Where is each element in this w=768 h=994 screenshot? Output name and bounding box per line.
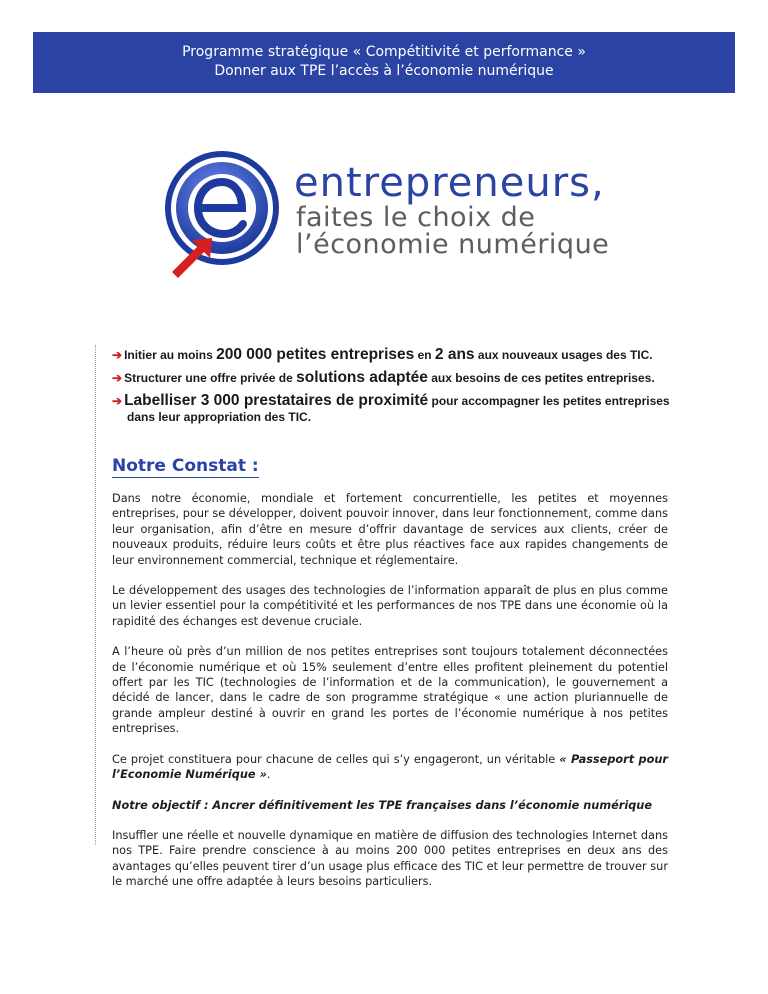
header-banner	[33, 32, 735, 93]
red-arrow-icon: ➔	[112, 348, 123, 362]
paragraph-3: A l’heure où près d’un million de nos petites entreprises sont toujours totalement déconnectées de l’économie numérique et où 15% seulement d’entre elles profitent pleinement du potentiel offert par les TIC (technologies de l’information et de la communication), le gouvernement a décidé de lancer, dans le cadre de son programme stratégique « une action pluriannuelle de grande ampleur destiné à ouvrir en grand les portes de l’économie numérique à nos petites entreprises.	[112, 645, 668, 736]
logo-line-2: faites le choix de	[296, 202, 536, 233]
objective-heading: Notre objectif : Ancrer définitivement les TPE françaises dans l’économie numérique	[112, 798, 653, 812]
red-arrow-icon: ➔	[112, 394, 123, 408]
e-logo-icon	[162, 150, 292, 280]
header-line-2: Donner aux TPE l’accès à l’économie numérique	[214, 63, 554, 79]
paragraph-4: Ce projet constituera pour chacune de celles qui s’y engageront, un véritable « Passeport pour l’Economie Numérique ».	[112, 752, 669, 782]
logo-line-3: l’économie numérique	[296, 229, 610, 260]
red-arrow-icon: ➔	[112, 371, 123, 385]
objectives-list	[112, 347, 672, 432]
paragraph-2: Le développement des usages des technologies de l’information apparaît de plus en plus comme un levier essentiel pour la compétitivité et les performances de nos TPE dans une économie où la rapidité des échanges est devenue cruciale.	[112, 584, 668, 628]
objective-item-1: ➔ Initier au moins 200 000 petites entreprises en 2 ans aux nouveaux usages des TIC.	[112, 346, 653, 363]
header-line-1: Programme stratégique « Compétitivité et performance »	[182, 44, 586, 60]
margin-dotted-rule	[95, 345, 96, 845]
paragraph-1: Dans notre économie, mondiale et fortement concurrentielle, les petites et moyennes entreprises, pour se développer, doivent pouvoir innover, dans leur fonctionnement, comme dans leur organisation, afin d’être en mesure d’offrir davantage de services aux clients, créer de nouveaux produits, réduire leurs coûts et être plus réactives face aux rapides changements de leur environnement commercial, technique et réglementaire.	[112, 492, 668, 567]
objective-item-3: ➔ Labelliser 3 000 prestataires de proximité pour accompagner les petites entreprises dans leur appropriation des TIC.	[112, 392, 670, 424]
objective-item-2: ➔ Structurer une offre privée de solutions adaptée aux besoins de ces petites entreprises.	[112, 369, 655, 386]
section-title: Notre Constat :	[112, 456, 259, 476]
logo-word: entrepreneurs,	[294, 160, 605, 206]
main-content	[112, 455, 668, 905]
paragraph-5: Insuffler une réelle et nouvelle dynamique en matière de diffusion des technologies Internet dans nos TPE. Faire prendre conscience à au moins 200 000 petites entreprises en deux ans des avantages qu’elles peuvent tirer d’un usage plus efficace des TIC et leur permettre de trouver sur le marché une offre adaptée à leurs besoins particuliers.	[112, 828, 668, 889]
